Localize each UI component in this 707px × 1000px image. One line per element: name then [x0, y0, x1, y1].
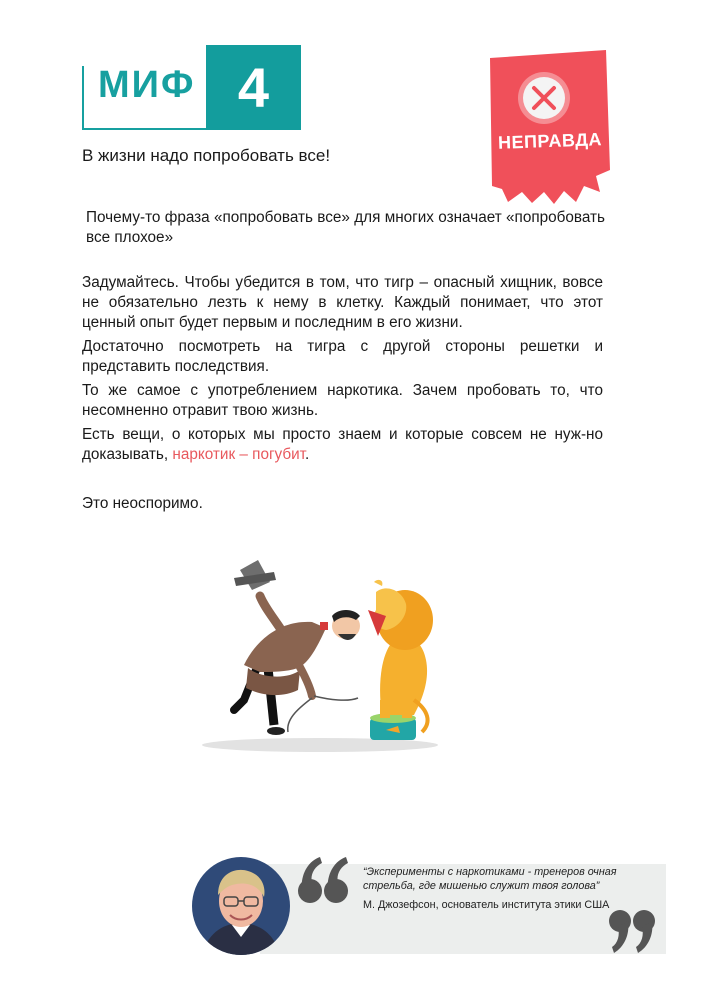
quote-close-icon: [608, 907, 658, 955]
paragraph-4-end: .: [304, 446, 310, 463]
conclusion-paragraph: Это неоспоримо.: [82, 495, 203, 512]
paragraph-4: [82, 425, 603, 465]
myth-label: МИФ: [98, 64, 196, 106]
paragraph-2: Достаточно посмотреть на тигра с другой стороны решетки и представить последствия.: [82, 338, 603, 375]
paragraph-4-start: Есть вещи, о которых мы просто знаем и которые совсем не нуж-но доказывать,: [82, 426, 603, 463]
quote-author: М. Джозефсон, основатель института этики США: [363, 899, 610, 911]
intro-paragraph: Почему-то фраза «попробовать все» для многих означает «попробовать все плохое»: [86, 209, 605, 246]
quote-open-icon: [296, 855, 352, 907]
paragraph-1: Задумайтесь. Чтобы убедится в том, что тигр – опасный хищник, вовсе не обязательно лезть к нему в клетку. Каждый понимает, что этот ценный опыт будет первым и последним в его жизни.: [82, 274, 603, 331]
stamp-label: НЕПРАВДА: [497, 129, 603, 153]
lion-tamer-illustration: [200, 550, 450, 755]
myth-number-box: [206, 45, 301, 130]
paragraph-3: То же самое с употреблением наркотика. Зачем пробовать то, что несомненно отравит твою жизнь.: [82, 382, 603, 419]
myth-number: 4: [237, 55, 270, 119]
myth-statement: В жизни надо попробовать все!: [82, 146, 331, 165]
highlight-drug-kills: наркотик – погубит: [172, 446, 305, 463]
quote-text: “Эксперименты с наркотиками - тренеров очная стрельба, где мишенью служит твоя голова”: [363, 866, 617, 892]
false-stamp-icon: [488, 46, 613, 206]
author-photo: [192, 857, 290, 955]
